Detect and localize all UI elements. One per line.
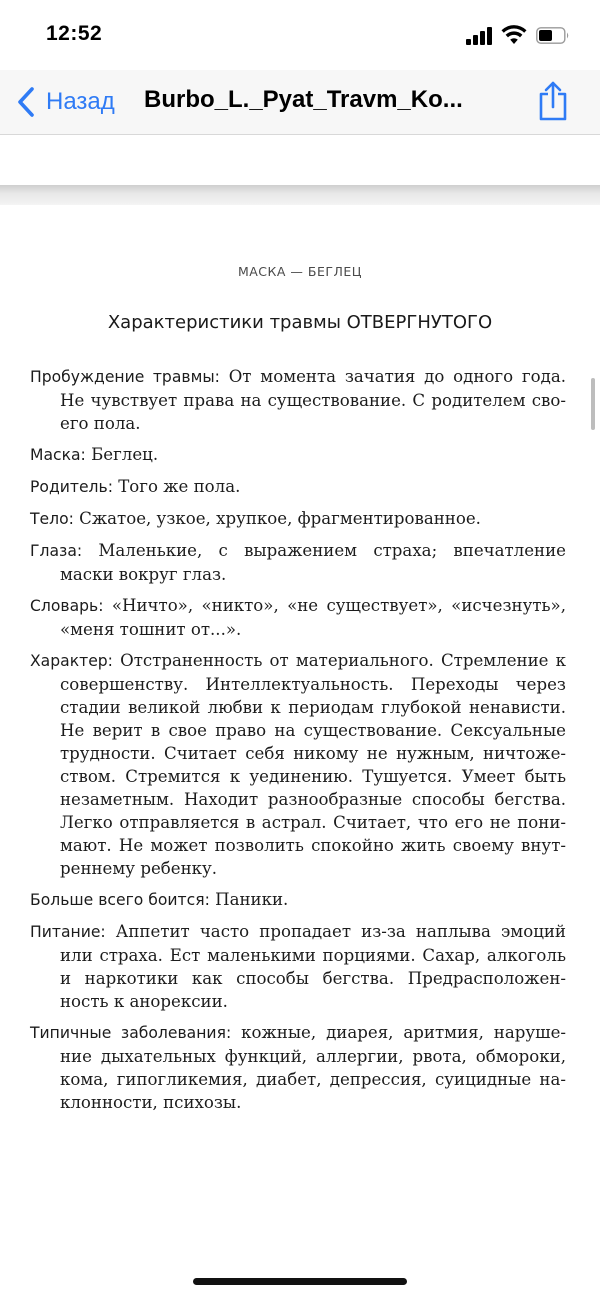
entry-label: Больше всего боится: [30, 891, 210, 909]
entry-text: «Ничто», «никто», «не существует», «исчезнуть», «меня тошнит от...». [60, 596, 566, 639]
back-button[interactable] [16, 82, 115, 122]
entry-text: Сжатое, узкое, хрупкое, фрагментированное. [73, 509, 481, 528]
entry-text: кожные, диарея, аритмия, нарушение дыхательных функций, аллергии, рвота, обмороки, кома, гипогликемия, диабет, депрессия, суицидные наклонности, психозы. [60, 1023, 566, 1112]
entry-character [30, 649, 566, 880]
back-label: Назад [46, 88, 115, 115]
entry-label: Характер: [30, 652, 113, 670]
entry-trauma-awakening [30, 365, 566, 435]
entry-body [30, 507, 566, 531]
scroll-indicator[interactable] [591, 378, 595, 430]
entry-text: Отстраненность от материального. Стремление к совершенству. Интеллектуальность. Переходы через стадии великой любви к периодам глубокой ненависти. Не верит в свое право на существование. Сексуальные трудности. Считает себя никому не нужным, ничтожеством. Стремится к уединению. Тушуется. Умеет быть незаметным. Находит разнообразные способы бегства. Легко отправляется в астрал. Считает, что его не понимают. Не может позволить спокойно жить своему внутреннему ребенку. [60, 651, 566, 878]
document-title: Burbo_L._Pyat_Travm_Ko... [144, 86, 463, 113]
wifi-icon [501, 25, 527, 45]
entry-nutrition [30, 920, 566, 1013]
entry-text: Аппетит часто пропадает из-за наплыва эмоций или страха. Ест маленькими порциями. Сахар, алкоголь и наркотики как способы бегства. Предрасположенность к анорексии. [60, 922, 566, 1011]
section-title: Характеристики травмы ОТВЕРГНУТОГО [107, 312, 493, 333]
entry-text: Беглец. [85, 445, 159, 464]
previous-page-bottom [0, 135, 600, 187]
document-page[interactable] [0, 205, 600, 1297]
page-separator [0, 185, 600, 205]
chevron-left-icon [16, 86, 36, 118]
entry-label: Глаза: [30, 542, 83, 560]
entry-text: Маленькие, с выражением страха; впечатление маски вокруг глаз. [60, 541, 566, 584]
entry-label: Словарь: [30, 597, 104, 615]
entry-label: Питание: [30, 923, 106, 941]
entry-mask [30, 443, 566, 467]
entry-label: Маска: [30, 446, 86, 464]
entry-eyes [30, 539, 566, 586]
share-icon[interactable] [536, 80, 570, 122]
home-indicator[interactable] [193, 1278, 407, 1285]
entry-text: Паники. [209, 890, 289, 909]
status-bar [0, 0, 600, 70]
entry-label: Родитель: [30, 478, 113, 496]
entry-label: Типичные заболевания: [30, 1024, 232, 1042]
navigation-bar [0, 70, 600, 135]
entry-label: Пробуждение травмы: [30, 368, 220, 386]
battery-icon [536, 27, 570, 44]
page-content [30, 365, 566, 1122]
entry-text: Того же пола. [112, 477, 241, 496]
cellular-signal-icon [466, 27, 494, 45]
entry-text: От момента зачатия до одного года. Не чувствует права на существование. С родителем своего пола. [60, 367, 566, 433]
entry-label: Тело: [30, 510, 74, 528]
running-head: МАСКА — БЕГЛЕЦ [237, 264, 363, 279]
entry-biggest-fear [30, 888, 566, 912]
entry-vocabulary [30, 594, 566, 641]
status-time: 12:52 [46, 22, 103, 45]
entry-parent [30, 475, 566, 499]
status-icons [466, 25, 576, 47]
entry-typical-diseases [30, 1021, 566, 1114]
